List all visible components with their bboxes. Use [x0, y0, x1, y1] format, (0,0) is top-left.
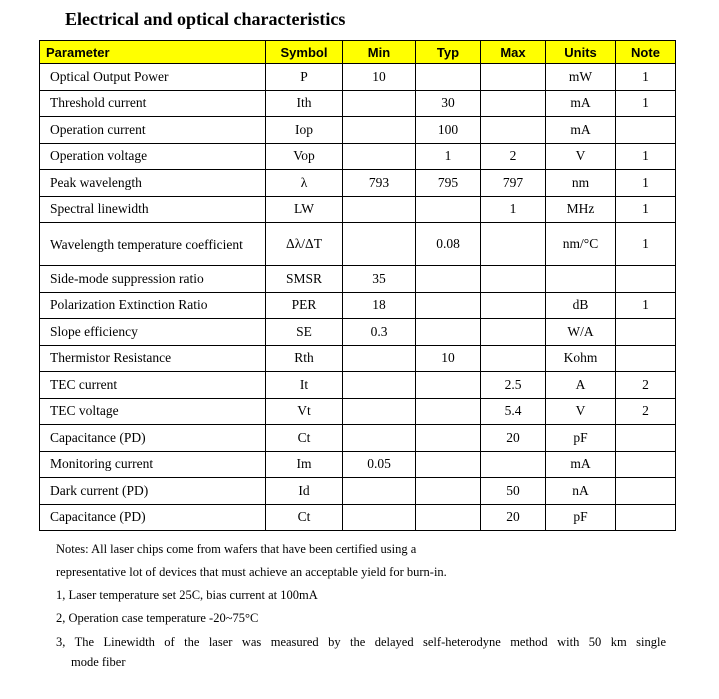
cell-typ — [416, 372, 481, 399]
cell-note — [616, 117, 676, 144]
cell-symbol: Vop — [266, 143, 343, 170]
table-row — [40, 451, 676, 478]
page-title: Electrical and optical characteristics — [65, 9, 346, 29]
cell-symbol: Iop — [266, 117, 343, 144]
cell-parameter: Optical Output Power — [40, 64, 266, 91]
cell-note: 1 — [616, 170, 676, 197]
column-header-units: Units — [546, 41, 616, 64]
cell-max — [481, 319, 546, 346]
cell-min — [343, 223, 416, 266]
cell-typ: 0.08 — [416, 223, 481, 266]
column-header-parameter: Parameter — [40, 41, 266, 64]
cell-symbol: Δλ/ΔT — [266, 223, 343, 266]
cell-symbol: λ — [266, 170, 343, 197]
cell-min: 793 — [343, 170, 416, 197]
cell-parameter: Thermistor Resistance — [40, 345, 266, 372]
cell-parameter: Capacitance (PD) — [40, 504, 266, 531]
cell-symbol: PER — [266, 292, 343, 319]
cell-note: 1 — [616, 90, 676, 117]
cell-symbol: Ct — [266, 425, 343, 452]
cell-units: pF — [546, 504, 616, 531]
cell-min — [343, 372, 416, 399]
cell-symbol: Vt — [266, 398, 343, 425]
note-3-line-1: 3, The Linewidth of the laser was measured by the delayed self-heterodyne method with 50 km single — [56, 635, 666, 649]
cell-units: mA — [546, 117, 616, 144]
cell-max: 5.4 — [481, 398, 546, 425]
cell-parameter: Operation voltage — [40, 143, 266, 170]
cell-note: 1 — [616, 64, 676, 91]
cell-max: 1 — [481, 196, 546, 223]
cell-min: 18 — [343, 292, 416, 319]
cell-symbol: Ith — [266, 90, 343, 117]
cell-units: mW — [546, 64, 616, 91]
cell-typ — [416, 504, 481, 531]
cell-symbol: P — [266, 64, 343, 91]
table-row — [40, 117, 676, 144]
cell-max: 797 — [481, 170, 546, 197]
cell-parameter: Monitoring current — [40, 451, 266, 478]
cell-max — [481, 90, 546, 117]
column-header-min: Min — [343, 41, 416, 64]
cell-typ: 795 — [416, 170, 481, 197]
column-header-symbol: Symbol — [266, 41, 343, 64]
cell-symbol: Ct — [266, 504, 343, 531]
cell-units: mA — [546, 451, 616, 478]
cell-min: 0.05 — [343, 451, 416, 478]
cell-units: MHz — [546, 196, 616, 223]
cell-parameter: Capacitance (PD) — [40, 425, 266, 452]
cell-max: 20 — [481, 425, 546, 452]
table-row — [40, 143, 676, 170]
cell-note — [616, 345, 676, 372]
note-3-line-2: mode fiber — [71, 655, 126, 669]
table-row — [40, 398, 676, 425]
cell-units: W/A — [546, 319, 616, 346]
notes-section — [56, 538, 666, 671]
table-row — [40, 504, 676, 531]
cell-units: dB — [546, 292, 616, 319]
note-2: 2, Operation case temperature -20~75°C — [56, 611, 259, 625]
cell-max — [481, 451, 546, 478]
column-header-typ: Typ — [416, 41, 481, 64]
cell-parameter: TEC current — [40, 372, 266, 399]
table-row — [40, 266, 676, 293]
cell-units: nA — [546, 478, 616, 505]
cell-symbol: Im — [266, 451, 343, 478]
cell-max: 2.5 — [481, 372, 546, 399]
cell-units: A — [546, 372, 616, 399]
cell-note — [616, 266, 676, 293]
cell-max: 20 — [481, 504, 546, 531]
cell-parameter: Side-mode suppression ratio — [40, 266, 266, 293]
cell-units: Kohm — [546, 345, 616, 372]
cell-typ — [416, 451, 481, 478]
cell-min — [343, 143, 416, 170]
table-row — [40, 478, 676, 505]
cell-parameter: Dark current (PD) — [40, 478, 266, 505]
table-row — [40, 90, 676, 117]
cell-parameter: Polarization Extinction Ratio — [40, 292, 266, 319]
cell-typ — [416, 196, 481, 223]
cell-note: 1 — [616, 292, 676, 319]
cell-units: pF — [546, 425, 616, 452]
table-row — [40, 170, 676, 197]
cell-symbol: SE — [266, 319, 343, 346]
cell-max — [481, 266, 546, 293]
table-row — [40, 372, 676, 399]
cell-symbol: Id — [266, 478, 343, 505]
header-row — [40, 41, 676, 64]
cell-min — [343, 478, 416, 505]
cell-typ: 10 — [416, 345, 481, 372]
cell-min — [343, 196, 416, 223]
cell-typ — [416, 398, 481, 425]
table-row — [40, 319, 676, 346]
cell-min — [343, 345, 416, 372]
cell-max — [481, 64, 546, 91]
cell-min — [343, 90, 416, 117]
table-row — [40, 223, 676, 266]
cell-max — [481, 292, 546, 319]
cell-typ — [416, 425, 481, 452]
cell-units: V — [546, 398, 616, 425]
cell-note — [616, 451, 676, 478]
cell-note — [616, 478, 676, 505]
cell-symbol: LW — [266, 196, 343, 223]
table-row — [40, 196, 676, 223]
cell-units — [546, 266, 616, 293]
cell-min — [343, 504, 416, 531]
cell-note — [616, 425, 676, 452]
cell-min: 35 — [343, 266, 416, 293]
cell-min: 0.3 — [343, 319, 416, 346]
cell-parameter: Spectral linewidth — [40, 196, 266, 223]
notes-intro-line-2: representative lot of devices that must achieve an acceptable yield for burn-in. — [56, 565, 447, 579]
cell-typ: 100 — [416, 117, 481, 144]
cell-units: V — [546, 143, 616, 170]
cell-parameter: Wavelength temperature coefficient — [40, 223, 266, 266]
cell-parameter: Peak wavelength — [40, 170, 266, 197]
cell-max — [481, 345, 546, 372]
cell-min: 10 — [343, 64, 416, 91]
cell-min — [343, 117, 416, 144]
table-body — [40, 64, 676, 531]
cell-symbol: It — [266, 372, 343, 399]
table-row — [40, 292, 676, 319]
cell-note: 2 — [616, 398, 676, 425]
cell-typ — [416, 266, 481, 293]
cell-units: nm — [546, 170, 616, 197]
cell-note: 1 — [616, 196, 676, 223]
notes-intro-line-1: Notes: All laser chips come from wafers that have been certified using a — [56, 542, 417, 556]
cell-typ — [416, 64, 481, 91]
column-header-max: Max — [481, 41, 546, 64]
characteristics-table — [39, 40, 676, 531]
cell-min — [343, 398, 416, 425]
table-row — [40, 425, 676, 452]
cell-max — [481, 117, 546, 144]
cell-units: mA — [546, 90, 616, 117]
cell-max: 50 — [481, 478, 546, 505]
cell-note: 2 — [616, 372, 676, 399]
column-header-note: Note — [616, 41, 676, 64]
cell-typ — [416, 292, 481, 319]
cell-parameter: Slope efficiency — [40, 319, 266, 346]
table-row — [40, 64, 676, 91]
note-1: 1, Laser temperature set 25C, bias current at 100mA — [56, 588, 318, 602]
table-row — [40, 345, 676, 372]
cell-typ: 1 — [416, 143, 481, 170]
cell-parameter: Threshold current — [40, 90, 266, 117]
cell-symbol: Rth — [266, 345, 343, 372]
cell-typ: 30 — [416, 90, 481, 117]
cell-parameter: TEC voltage — [40, 398, 266, 425]
cell-note: 1 — [616, 143, 676, 170]
cell-typ — [416, 478, 481, 505]
cell-note — [616, 319, 676, 346]
cell-min — [343, 425, 416, 452]
cell-max — [481, 223, 546, 266]
cell-note: 1 — [616, 223, 676, 266]
cell-note — [616, 504, 676, 531]
cell-max: 2 — [481, 143, 546, 170]
cell-typ — [416, 319, 481, 346]
cell-units: nm/°C — [546, 223, 616, 266]
cell-symbol: SMSR — [266, 266, 343, 293]
cell-parameter: Operation current — [40, 117, 266, 144]
